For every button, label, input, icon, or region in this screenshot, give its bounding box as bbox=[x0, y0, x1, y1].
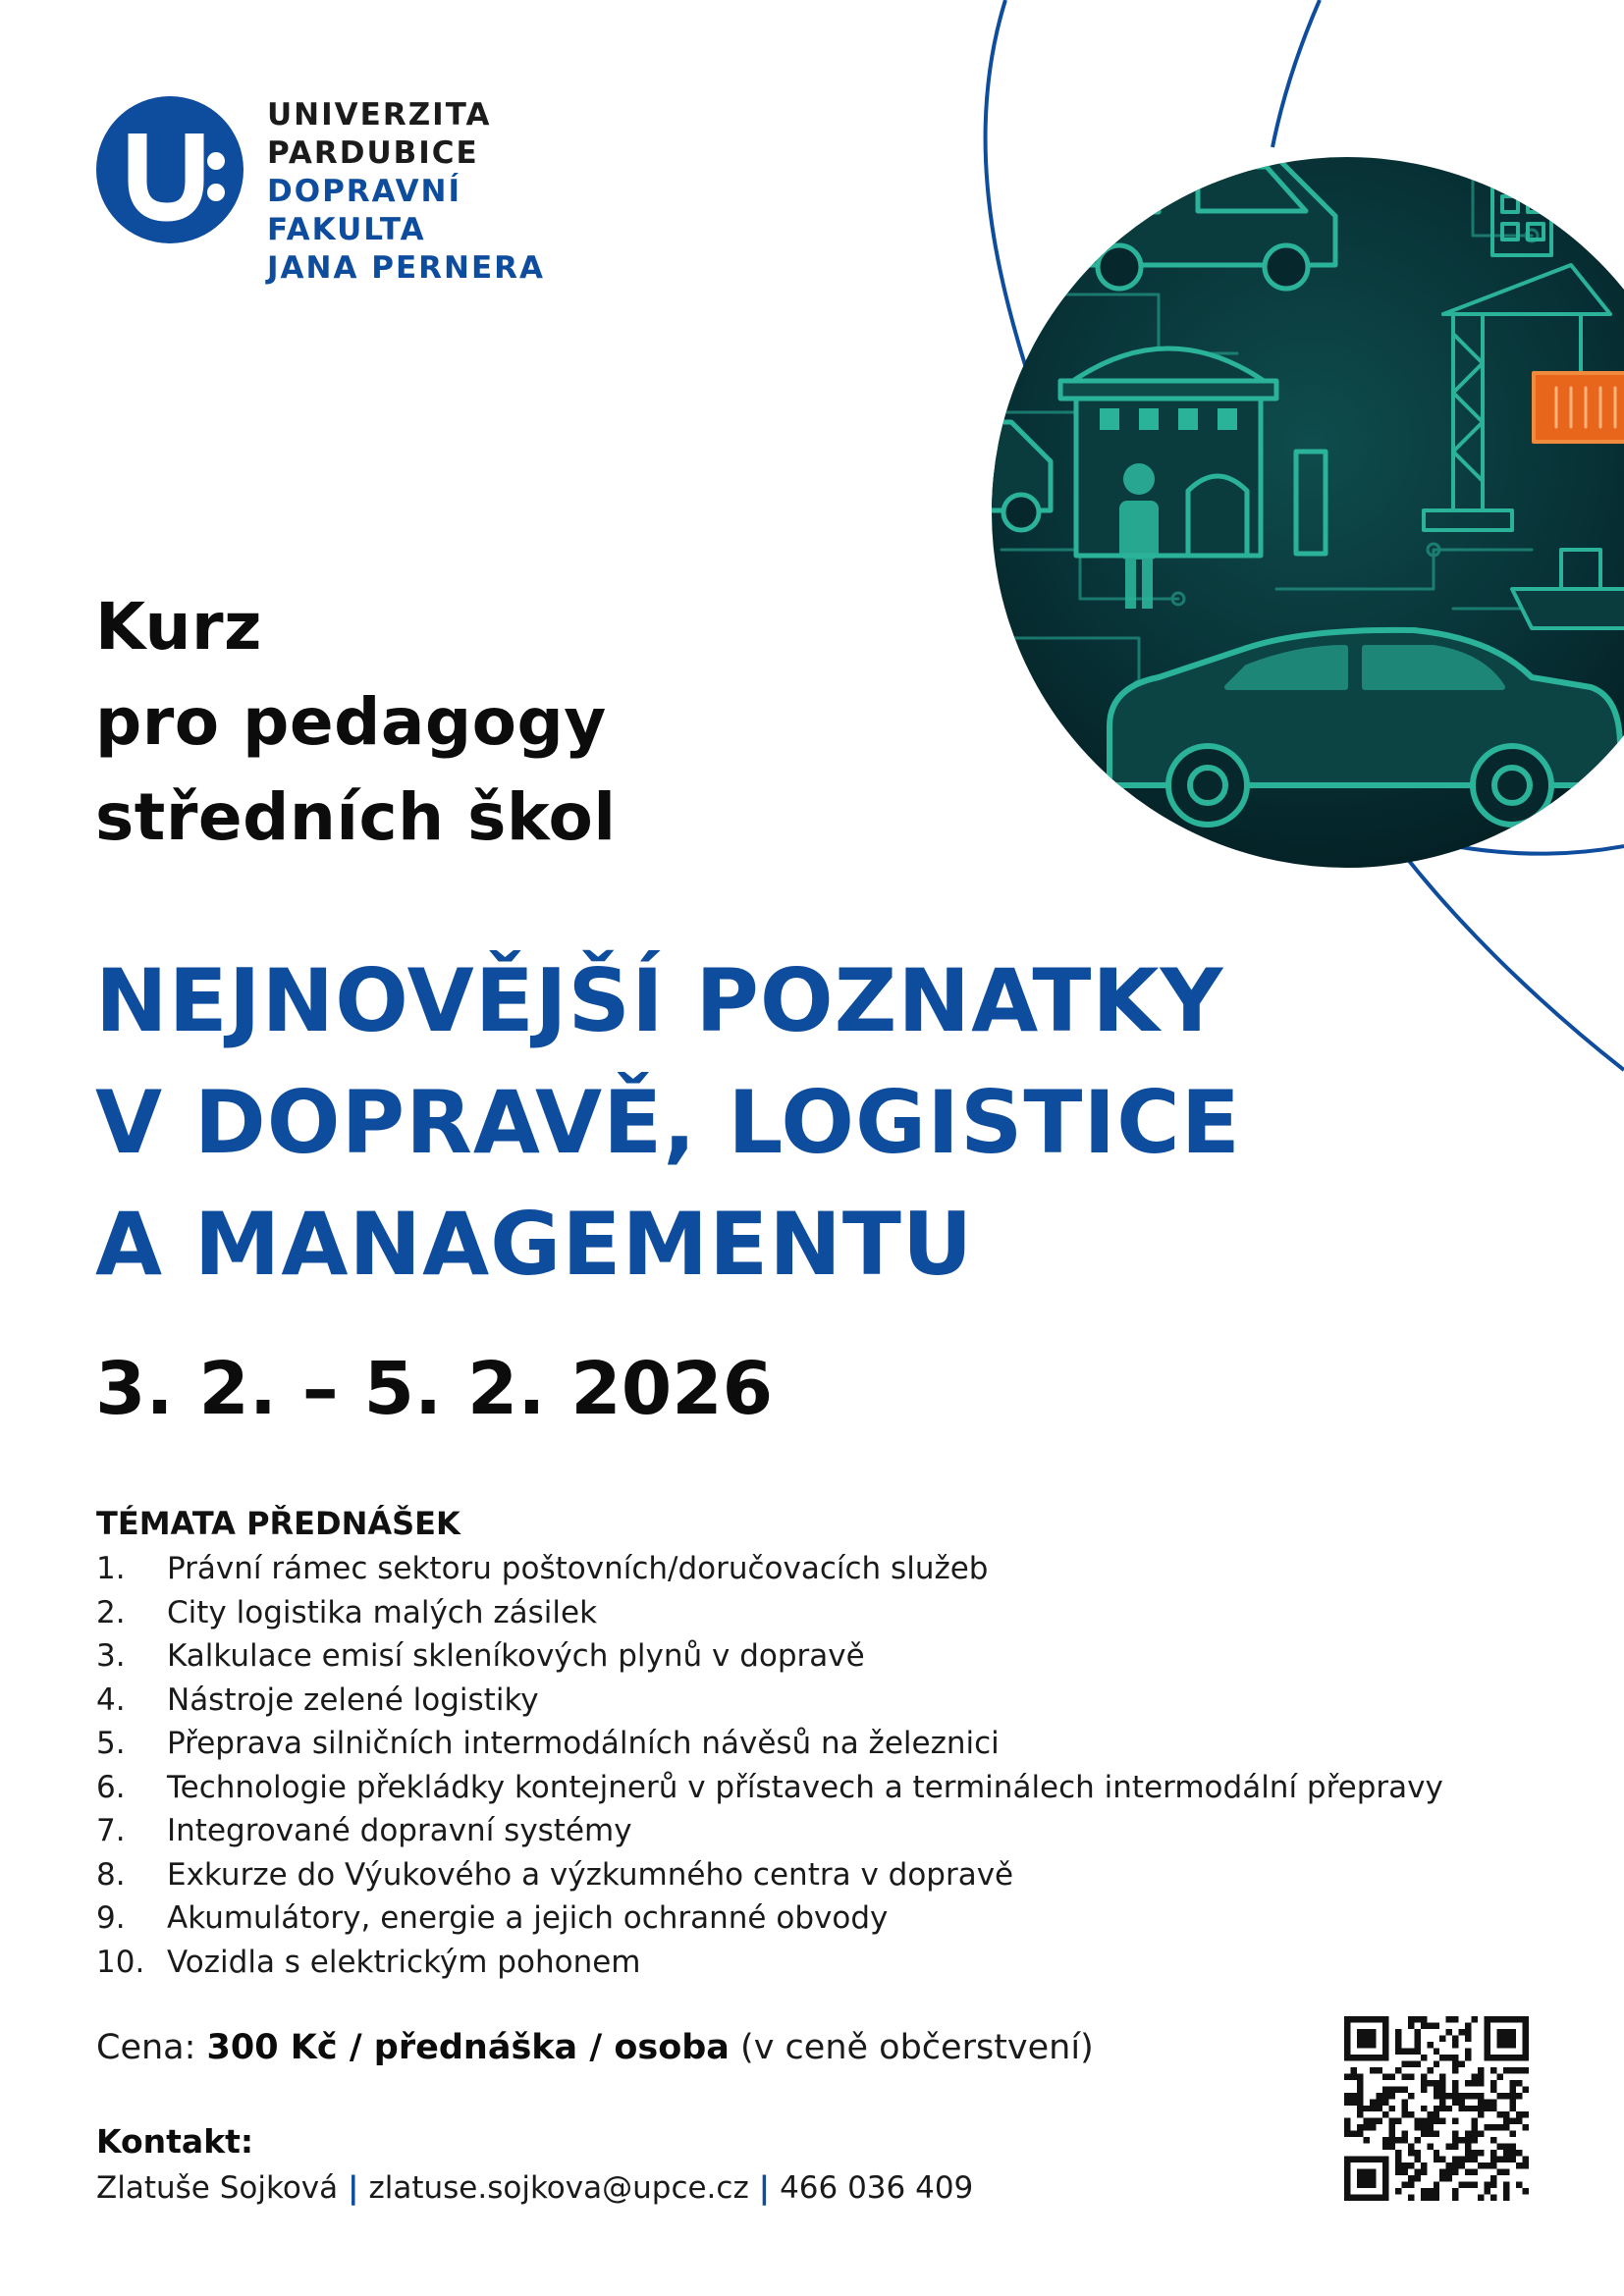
list-item bbox=[96, 1766, 1443, 1810]
list-item bbox=[96, 1896, 1443, 1941]
list-item-number: 2. bbox=[96, 1594, 126, 1630]
list-item bbox=[96, 1634, 1443, 1679]
list-item-text: Kalkulace emisí skleníkových plynů v dopravě bbox=[167, 1638, 865, 1674]
course-line: pro pedagogy bbox=[95, 684, 607, 760]
list-item-text: Vozidla s elektrickým pohonem bbox=[167, 1944, 641, 1980]
list-item-text: Exkurze do Výukového a výzkumného centra v dopravě bbox=[167, 1856, 1014, 1893]
headline-line: NEJNOVĚJŠÍ POZNATKY bbox=[95, 950, 1224, 1051]
headline-line: A MANAGEMENTU bbox=[95, 1194, 974, 1295]
headline-line: V DOPRAVĚ, LOGISTICE bbox=[95, 1072, 1241, 1173]
list-item-text: Integrované dopravní systémy bbox=[167, 1813, 632, 1848]
list-item-number: 3. bbox=[96, 1638, 126, 1674]
list-item-number: 10. bbox=[96, 1944, 145, 1980]
contact-phone[interactable]: 466 036 409 bbox=[780, 2170, 974, 2206]
contact-name: Zlatuše Sojková bbox=[96, 2170, 339, 2206]
list-item bbox=[96, 1547, 1443, 1591]
qr-code-icon[interactable] bbox=[1344, 2016, 1529, 2201]
course-subtitle bbox=[95, 579, 616, 865]
contact-email-link[interactable]: zlatuse.sojkova@upce.cz bbox=[368, 2170, 749, 2206]
list-item-number: 6. bbox=[96, 1769, 126, 1805]
list-item-number: 9. bbox=[96, 1900, 126, 1936]
list-item-text: Akumulátory, energie a jejich ochranné obvody bbox=[167, 1900, 889, 1936]
price-info bbox=[96, 2026, 1094, 2069]
list-item-number: 7. bbox=[96, 1813, 126, 1848]
logo-line-jana-pernera: JANA PERNERA bbox=[267, 250, 546, 286]
event-date: 3. 2. – 5. 2. 2026 bbox=[95, 1347, 774, 1431]
list-item-text: Přeprava silničních intermodálních návěsů na železnici bbox=[167, 1726, 1000, 1761]
logo-wordmark bbox=[267, 96, 545, 288]
list-item bbox=[96, 1853, 1443, 1897]
contact-separator: | bbox=[758, 2170, 771, 2206]
contact-separator: | bbox=[348, 2170, 359, 2206]
list-item bbox=[96, 1722, 1443, 1766]
logo-line-univerzita: UNIVERZITA bbox=[267, 97, 492, 133]
logo-line-dopravni: DOPRAVNÍ bbox=[267, 174, 462, 209]
logo-line-pardubice: PARDUBICE bbox=[267, 135, 479, 171]
course-line: středních škol bbox=[95, 779, 617, 855]
topics-list bbox=[96, 1547, 1443, 1984]
list-item-text: Právní rámec sektoru poštovních/doručovacích služeb bbox=[167, 1551, 989, 1586]
list-item-text: Technologie překládky kontejnerů v přístavech a terminálech intermodální přepravy bbox=[167, 1769, 1443, 1805]
list-item-text: Nástroje zelené logistiky bbox=[167, 1682, 539, 1718]
price-value: 300 Kč / přednáška / osoba bbox=[206, 2028, 730, 2067]
list-item-number: 1. bbox=[96, 1551, 126, 1586]
list-item-text: City logistika malých zásilek bbox=[167, 1594, 598, 1630]
price-note: (v ceně občerstvení) bbox=[729, 2028, 1094, 2067]
list-item bbox=[96, 1941, 1443, 1985]
transport-logistics-illustration bbox=[982, 118, 1624, 868]
list-item bbox=[96, 1809, 1443, 1853]
price-label: Cena: bbox=[96, 2028, 207, 2067]
course-line: Kurz bbox=[95, 589, 262, 665]
topics-heading: TÉMATA PŘEDNÁŠEK bbox=[96, 1505, 460, 1542]
list-item-number: 8. bbox=[96, 1856, 126, 1893]
contact-info bbox=[96, 2167, 973, 2209]
contact-heading: Kontakt: bbox=[96, 2122, 254, 2161]
university-pardubice-logo-icon bbox=[96, 96, 244, 243]
page-title bbox=[95, 940, 1241, 1306]
list-item-number: 5. bbox=[96, 1726, 126, 1761]
logo-line-fakulta: FAKULTA bbox=[267, 212, 426, 247]
list-item bbox=[96, 1591, 1443, 1635]
list-item bbox=[96, 1679, 1443, 1723]
list-item-number: 4. bbox=[96, 1682, 126, 1718]
